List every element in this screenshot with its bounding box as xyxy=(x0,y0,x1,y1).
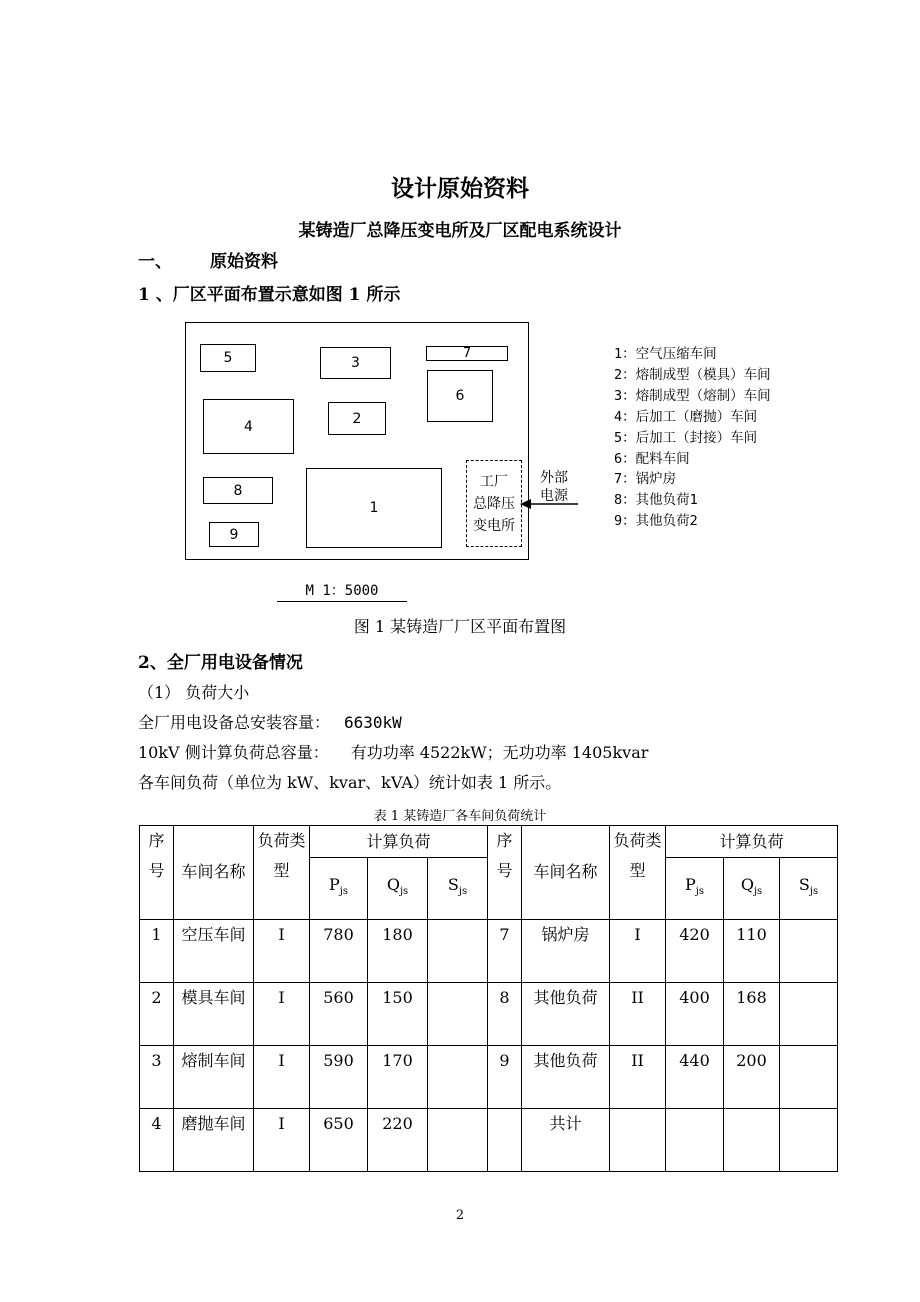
header-seq: 序号 xyxy=(488,826,522,920)
legend-item: 5：后加工（封接）车间 xyxy=(614,429,758,446)
header-name: 车间名称 xyxy=(174,826,254,920)
header-calc: 计算负荷 xyxy=(666,826,838,858)
cell-name: 其他负荷 xyxy=(522,983,610,1046)
cell-name: 其他负荷 xyxy=(522,1046,610,1109)
plan-legend xyxy=(614,344,771,532)
section-heading-1-1: 1 、厂区平面布置示意如图 1 所示 xyxy=(138,285,401,305)
cell-name: 熔制车间 xyxy=(174,1046,254,1109)
table-row xyxy=(140,920,838,983)
power-arrow-icon xyxy=(518,496,580,512)
header-seq: 序号 xyxy=(140,826,174,920)
cell-p xyxy=(666,1109,724,1172)
building-8: 8 xyxy=(203,477,273,504)
header-name: 车间名称 xyxy=(522,826,610,920)
cell-type: I xyxy=(610,920,666,983)
substation-label-2: 总降压 xyxy=(473,495,515,512)
cell-s xyxy=(780,1109,838,1172)
building-5: 5 xyxy=(200,344,256,372)
header-type: 负荷类型 xyxy=(610,826,666,920)
cell-no: 8 xyxy=(488,983,522,1046)
cell-type: I xyxy=(254,920,310,983)
building-2: 2 xyxy=(328,402,386,435)
cell-type: I xyxy=(254,1109,310,1172)
cell-name: 共计 xyxy=(522,1109,610,1172)
header-s: $S_{js}$ xyxy=(780,858,838,920)
cell-p: 400 xyxy=(666,983,724,1046)
cell-type: II xyxy=(610,1046,666,1109)
table-row xyxy=(140,1109,838,1172)
cell-q: 200 xyxy=(724,1046,780,1109)
legend-item: 6：配料车间 xyxy=(614,450,690,467)
cell-q: 150 xyxy=(368,983,428,1046)
cell-no: 9 xyxy=(488,1046,522,1109)
header-s: $S_{js}$ xyxy=(428,858,488,920)
building-7: 7 xyxy=(426,346,508,361)
load-table xyxy=(139,825,838,1172)
cell-s xyxy=(428,1109,488,1172)
header-p: $P_{js}$ xyxy=(310,858,368,920)
site-plan xyxy=(185,322,529,560)
cell-type: II xyxy=(610,983,666,1046)
cell-q: 170 xyxy=(368,1046,428,1109)
building-4: 4 xyxy=(203,399,294,454)
doc-title: 设计原始资料 xyxy=(391,175,529,202)
cell-p: 440 xyxy=(666,1046,724,1109)
cell-type: I xyxy=(254,1046,310,1109)
cell-q: 110 xyxy=(724,920,780,983)
legend-item: 2：熔制成型（模具）车间 xyxy=(614,366,771,383)
external-label-1: 外部 xyxy=(540,470,568,486)
table-header-row xyxy=(140,826,838,858)
item-heading: （1） 负荷大小 xyxy=(138,683,250,702)
cell-no: 3 xyxy=(140,1046,174,1109)
cell-p: 420 xyxy=(666,920,724,983)
cell-q: 168 xyxy=(724,983,780,1046)
label: 10kV 侧计算负荷总容量： xyxy=(138,743,329,762)
main-substation xyxy=(466,460,522,547)
cell-name: 锅炉房 xyxy=(522,920,610,983)
table-row xyxy=(140,983,838,1046)
cell-q xyxy=(724,1109,780,1172)
section-number: 一、 xyxy=(138,252,172,272)
cell-s xyxy=(780,1046,838,1109)
cell-s xyxy=(428,920,488,983)
cell-name: 磨抛车间 xyxy=(174,1109,254,1172)
cell-no: 2 xyxy=(140,983,174,1046)
cell-s xyxy=(428,1046,488,1109)
substation-label-1: 工厂 xyxy=(480,473,508,490)
cell-no xyxy=(488,1109,522,1172)
external-label-2: 电源 xyxy=(540,488,568,504)
section-text: 原始资料 xyxy=(210,252,278,272)
building-3: 3 xyxy=(320,347,391,379)
scale-label: M 1：5000 xyxy=(277,580,407,602)
cell-type: I xyxy=(254,983,310,1046)
cell-q: 220 xyxy=(368,1109,428,1172)
building-9: 9 xyxy=(209,522,259,547)
legend-item: 3：熔制成型（熔制）车间 xyxy=(614,387,771,404)
building-1: 1 xyxy=(306,468,442,548)
legend-item: 8：其他负荷1 xyxy=(614,492,698,509)
paragraph-10kv-load xyxy=(138,740,648,763)
building-6: 6 xyxy=(427,370,493,422)
header-q: $Q_{js}$ xyxy=(724,858,780,920)
cell-s xyxy=(780,983,838,1046)
value: 有功功率 4522kW；无功功率 1405kvar xyxy=(350,743,649,762)
table-caption: 表 1 某铸造厂各车间负荷统计 xyxy=(373,809,547,824)
page-number: 2 xyxy=(455,1208,465,1223)
substation-label-3: 变电所 xyxy=(473,517,515,534)
header-calc: 计算负荷 xyxy=(310,826,488,858)
paragraph-total-capacity xyxy=(138,710,402,733)
cell-no: 7 xyxy=(488,920,522,983)
cell-p: 560 xyxy=(310,983,368,1046)
cell-no: 4 xyxy=(140,1109,174,1172)
doc-subtitle: 某铸造厂总降压变电所及厂区配电系统设计 xyxy=(298,221,622,241)
cell-s xyxy=(780,920,838,983)
label: 全厂用电设备总安装容量： xyxy=(138,713,331,732)
cell-p: 590 xyxy=(310,1046,368,1109)
cell-no: 1 xyxy=(140,920,174,983)
section-heading-2: 2、全厂用电设备情况 xyxy=(138,653,303,673)
paragraph-table-intro: 各车间负荷（单位为 kW、kvar、kVA）统计如表 1 所示。 xyxy=(138,773,562,792)
cell-p: 780 xyxy=(310,920,368,983)
section-heading-1 xyxy=(138,247,278,272)
table-row xyxy=(140,1046,838,1109)
cell-name: 空压车间 xyxy=(174,920,254,983)
legend-item: 7：锅炉房 xyxy=(614,471,677,488)
header-q: $Q_{js}$ xyxy=(368,858,428,920)
cell-p: 650 xyxy=(310,1109,368,1172)
legend-item: 4：后加工（磨抛）车间 xyxy=(614,408,758,425)
header-type: 负荷类型 xyxy=(254,826,310,920)
value: 6630kW xyxy=(344,713,402,732)
legend-item: 9：其他负荷2 xyxy=(614,513,698,530)
legend-item: 1：空气压缩车间 xyxy=(614,346,717,362)
header-p: $P_{js}$ xyxy=(666,858,724,920)
cell-type xyxy=(610,1109,666,1172)
figure-caption: 图 1 某铸造厂厂区平面布置图 xyxy=(353,617,567,636)
cell-name: 模具车间 xyxy=(174,983,254,1046)
cell-s xyxy=(428,983,488,1046)
cell-q: 180 xyxy=(368,920,428,983)
